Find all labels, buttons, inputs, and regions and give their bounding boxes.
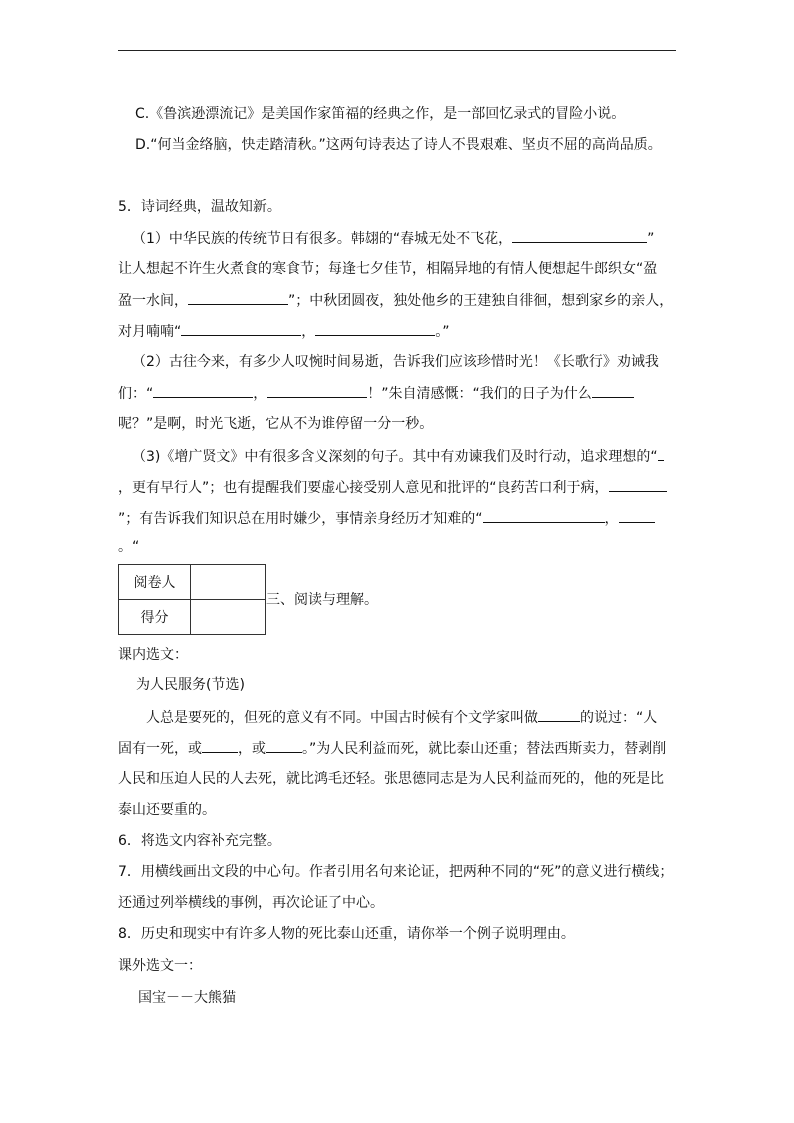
inclass-title: 为人民服务(节选) [136, 677, 245, 693]
inclass-line3: 人民和压迫人民的人去死，就比鸿毛还轻。张思德同志是为人民利益而死的，他的死是比 [118, 771, 664, 787]
q5-part3-line4: 。“ [118, 539, 140, 555]
question-5-title: 5．诗词经典，温故知新。 [118, 199, 281, 215]
outclass-label: 课外选文一： [118, 958, 202, 974]
header-rule [118, 50, 676, 51]
score-cell[interactable] [191, 600, 266, 635]
q5-part3-line1: （3)《增广贤文》中有很多含义深刻的句子。其中有劝谏我们及时行动，追求理想的“ [132, 446, 664, 467]
inclass-line4: 泰山还要重的。 [118, 802, 216, 818]
outclass-title: 国宝－－大熊猫 [138, 990, 236, 1006]
grading-table [118, 564, 266, 635]
q5-part3-line3: ”；有告诉我们知识总在用时嫌少，事情亲身经历才知难的“ ， [118, 508, 655, 529]
reviewer-label: 阅卷人 [119, 565, 191, 600]
answer-blank[interactable] [619, 508, 655, 523]
answer-blank[interactable] [658, 446, 664, 461]
answer-blank[interactable] [512, 228, 647, 243]
q5-part2-line1: （2）古往今来，有多少人叹惋时间易逝，告诉我们应该珍惜时光！《长歌行》劝诫我 [132, 354, 659, 370]
inclass-line2: 固有一死，或 ，或 。”为人民利益而死，就比泰山还重；替法西斯卖力，替剥削 [118, 738, 666, 759]
q5-part1-line3: 盈一水间， ”；中秋团圆夜，独处他乡的王建独自徘徊，想到家乡的亲人， [118, 290, 673, 311]
question-7-line2: 还通过列举横线的事例，再次论证了中心。 [118, 895, 384, 911]
question-8: 8．历史和现实中有许多人物的死比泰山还重，请你举一个例子说明理由。 [118, 926, 575, 942]
q5-part3-line2: ，更有早行人”；也有提醒我们要虚心接受别人意见和批评的“良药苦口利于病， [118, 477, 667, 498]
answer-blank[interactable] [267, 383, 367, 398]
answer-blank[interactable] [538, 707, 580, 722]
q5-part1-line1: （1）中华民族的传统节日有很多。韩翃的“春城无处不飞花， ” [132, 228, 654, 249]
q5-part1-line2: 让人想起不许生火煮食的寒食节；每逢七夕佳节，相隔异地的有情人便想起牛郎织女“盈 [118, 261, 658, 277]
answer-blank[interactable] [266, 738, 302, 753]
question-7-line1: 7．用横线画出文段的中心句。作者引用名句来论证，把两种不同的“死”的意义进行横线； [118, 864, 674, 880]
answer-blank[interactable] [153, 383, 253, 398]
option-c: C.《鲁滨逊漂流记》是美国作家笛福的经典之作，是一部回忆录式的冒险小说。 [135, 106, 626, 122]
section-3-heading: 三、阅读与理解。 [266, 592, 378, 608]
question-6: 6．将选文内容补充完整。 [118, 833, 281, 849]
answer-blank[interactable] [315, 321, 435, 336]
option-d: D.“何当金络脑，快走踏清秋。”这两句诗表达了诗人不畏艰难、坚贞不屈的高尚品质。 [135, 137, 662, 153]
answer-blank[interactable] [181, 321, 301, 336]
inclass-line1: 人总是要死的，但死的意义有不同。中国古时候有个文学家叫做 的说过：“人 [146, 707, 657, 728]
q5-part1-line4: 对月喃喃“ ， 。” [118, 321, 450, 342]
answer-blank[interactable] [592, 383, 634, 398]
answer-blank[interactable] [483, 508, 605, 523]
reviewer-cell[interactable] [191, 565, 266, 600]
score-label: 得分 [119, 600, 191, 635]
q5-part2-line2: 们：“ ， ！”朱自清感慨：“我们的日子为什么 [118, 383, 634, 404]
inclass-label: 课内选文： [118, 647, 188, 663]
answer-blank[interactable] [188, 290, 288, 305]
q5-part2-line3: 呢？”是啊，时光飞逝，它从不为谁停留一分一秒。 [118, 416, 434, 432]
answer-blank[interactable] [609, 477, 667, 492]
answer-blank[interactable] [202, 738, 238, 753]
